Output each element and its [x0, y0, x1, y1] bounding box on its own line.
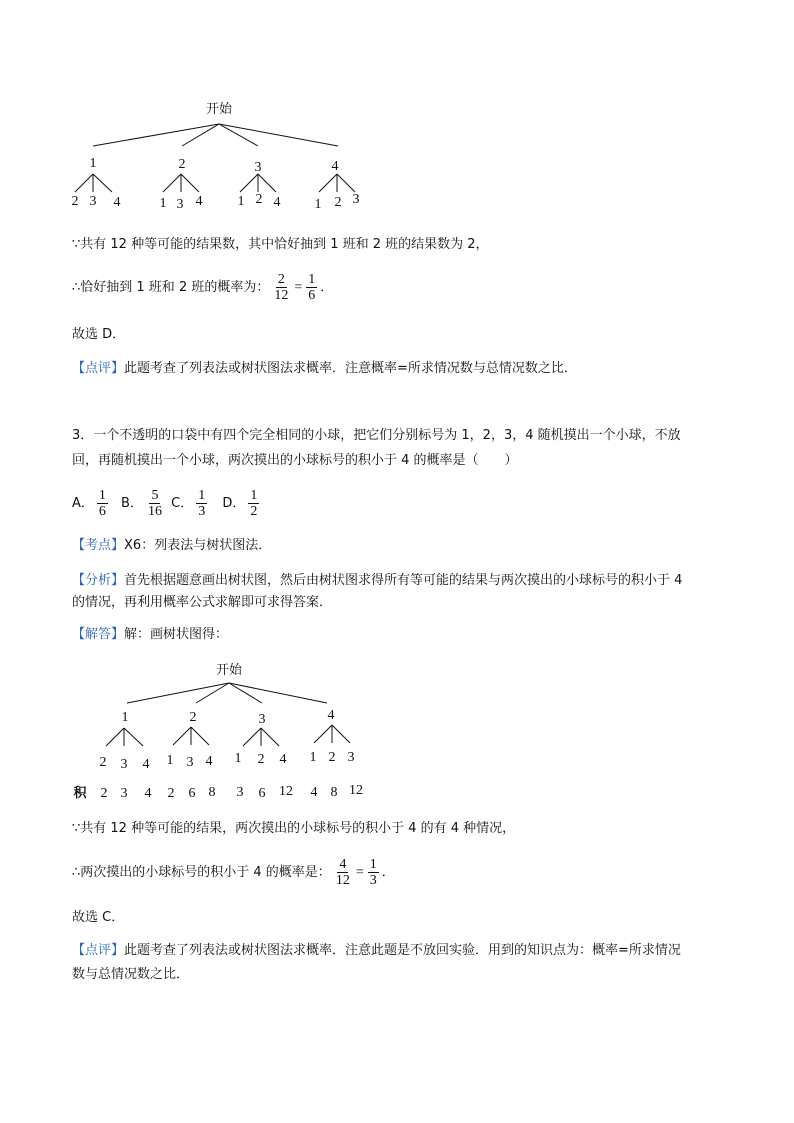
fraction: $\frac{1}{6}$: [98, 488, 106, 519]
tree2-leaf: 1: [234, 751, 242, 766]
q3-stem-line2: 回，再随机摸出一个小球，两次摸出的小球标号的积小于 4 的概率是（ ）: [72, 453, 518, 468]
tree1-leaf: 4: [113, 195, 121, 210]
q3-fenxi-line1: 【分析】首先根据题意画出树状图，然后由树状图求得所有等可能的结果与两次摸出的小球标号的积小于 4: [72, 573, 683, 588]
tree1-leaf: 1: [237, 194, 245, 209]
tree2-node: 2: [189, 710, 197, 725]
product-value: 3: [120, 786, 128, 801]
tree2-leaf: 1: [309, 750, 317, 765]
option-d: D． $\frac{1}{2}$: [222, 488, 258, 519]
tree2-leaf: 2: [328, 750, 336, 765]
product-value: 6: [188, 786, 196, 801]
tree1-leaf: 3: [352, 192, 360, 207]
tree2-leaf: 1: [166, 753, 174, 768]
q3-fenxi-line2: 的情况，再利用概率公式求解即可求得答案．: [72, 595, 333, 610]
part1-therefore-prefix: ∴恰好抽到 1 班和 2 班的概率为：: [72, 280, 270, 295]
product-value: 12: [279, 784, 293, 799]
tree2-leaf: 2: [257, 752, 265, 767]
fraction: $\frac{1}{2}$: [250, 488, 258, 519]
fraction: $\frac{1}{3}$: [369, 857, 377, 888]
part1-because: ∵共有 12 种等可能的结果数，其中恰好抽到 1 班和 2 班的结果数为 2，: [72, 237, 489, 252]
product-value: 3: [236, 785, 244, 800]
product-value: 4: [144, 786, 152, 801]
product-value: 8: [330, 785, 338, 800]
equals-sign: =: [355, 864, 364, 880]
part1-therefore: ∴恰好抽到 1 班和 2 班的概率为： $\frac{2}{12}$ = $\frac{1}{6}$ ．: [72, 272, 334, 303]
tree2-node: 3: [258, 712, 266, 727]
product-label: 积: [73, 786, 87, 801]
tree1-leaf: 3: [89, 194, 97, 209]
part1-comment: 【点评】此题考查了列表法或树状图法求概率．注意概率=所求情况数与总情况数之比．: [72, 361, 577, 376]
tree1-leaf: 2: [255, 192, 263, 207]
tree1-leaf: 3: [176, 197, 184, 212]
part1-choose: 故选 D．: [72, 327, 126, 342]
fenxi-tag: 【分析】: [72, 573, 125, 588]
jieda-tag: 【解答】: [72, 627, 125, 642]
tree2-leaf: 3: [120, 757, 128, 772]
part2-therefore: ∴两次摸出的小球标号的积小于 4 的概率是： $\frac{4}{12}$ = $\frac{1}{3}$ ．: [72, 857, 395, 888]
tree1-leaf: 1: [159, 196, 167, 211]
q3-kaodian: 【考点】X6：列表法与树状图法．: [72, 538, 272, 553]
part2-comment-line2: 数与总情况数之比．: [72, 967, 190, 982]
q3-stem-line1: 3．一个不透明的口袋中有四个完全相同的小球，把它们分别标号为 1，2，3，4 随机摸出一个小球，不放: [72, 428, 681, 443]
tree2-root: 开始: [215, 663, 243, 678]
tree2-leaf: 4: [142, 757, 150, 772]
tree1-node: 3: [254, 160, 262, 175]
product-value: 4: [310, 785, 318, 800]
tree1-node: 1: [89, 156, 97, 171]
tree1-root: 开始: [205, 102, 233, 117]
product-value: 12: [349, 783, 363, 798]
product-value: 2: [100, 786, 108, 801]
fraction: $\frac{1}{3}$: [198, 488, 206, 519]
part2-choose: 故选 C．: [72, 910, 125, 925]
option-c: C． $\frac{1}{3}$: [171, 488, 206, 519]
tree1-leaf: 2: [334, 195, 342, 210]
comment-tag: 【点评】: [72, 361, 125, 376]
tree2-node: 4: [327, 708, 335, 723]
fraction: $\frac{4}{12}$: [335, 857, 350, 888]
tree2-leaf: 4: [279, 752, 287, 767]
tree1-node: 2: [178, 157, 186, 172]
equals-sign: =: [294, 279, 303, 295]
fraction: $\frac{5}{16}$: [147, 488, 162, 519]
tree2-leaf: 2: [99, 755, 107, 770]
tree1-leaf: 1: [314, 197, 322, 212]
tree2-leaf: 3: [186, 755, 194, 770]
tree1-leaf: 4: [195, 194, 203, 209]
fraction: $\frac{2}{12}$: [274, 272, 289, 303]
fraction: $\frac{1}{6}$: [308, 272, 316, 303]
kaodian-tag: 【考点】: [72, 538, 125, 553]
part2-therefore-prefix: ∴两次摸出的小球标号的积小于 4 的概率是：: [72, 865, 331, 880]
tree1-leaf: 2: [71, 194, 79, 209]
option-b: B． $\frac{5}{16}$: [121, 488, 162, 519]
tree1-node: 4: [331, 159, 339, 174]
option-a: A． $\frac{1}{6}$: [72, 488, 106, 519]
product-value: 6: [258, 786, 266, 801]
tree2-leaf: 3: [347, 750, 355, 765]
q3-jieda: 【解答】解：画树状图得：: [72, 627, 229, 642]
tree1-leaf: 4: [273, 195, 281, 210]
part2-because: ∵共有 12 种等可能的结果，两次摸出的小球标号的积小于 4 的有 4 种情况，: [72, 821, 516, 836]
tree2-node: 1: [121, 710, 129, 725]
product-value: 2: [167, 786, 175, 801]
part2-comment-line1: 【点评】此题考查了列表法或树状图法求概率．注意此题是不放回实验．用到的知识点为：概率=所求情况: [72, 943, 681, 958]
tree2-leaf: 4: [205, 754, 213, 769]
comment-tag: 【点评】: [72, 943, 125, 958]
product-value: 8: [208, 785, 216, 800]
